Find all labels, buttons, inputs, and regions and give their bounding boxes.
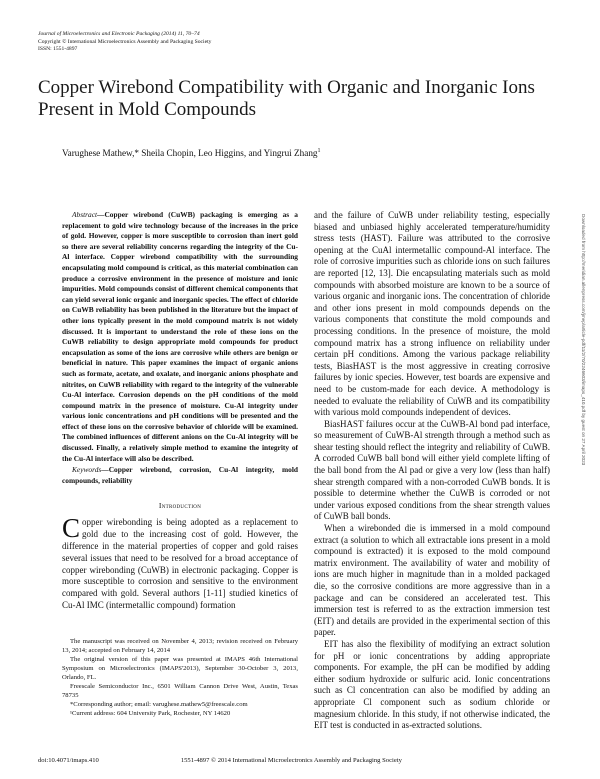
abstract: Abstract—Copper wirebond (CuWB) packaging is emerging as a replacement to gold wire technology because of the increases in the price of gold. However, copper is more susceptible to corrosion than inert gold so there are several reliability concerns regarding the integrity of the Cu-Al interface. Copper wirebond compatibility with the surrounding encapsulating mold compound is critical, as this material combination can produce a corrosive environment in the presence of moisture and ionic impurities. Mold compounds consist of different chemical components that can yield several ionic organic and inorganic species. The effect of chloride on CuWB reliability has been published in the literature but the impact of other ions typically present in the mold compound matrix is not widely discussed. It is important to understand the role of these ions on the CuWB reliability to design appropriate mold compounds for product encapsulation as some of the ions are corrosive while others are benign or beneficial in nature. This paper examines the impact of organic anions such as formate, acetate, and oxalate, and inorganic anions phosphate and nitrites, on CuWB reliability with regard to the integrity of the vulnerable Cu-Al interface. Corrosion depends on the pH conditions of the mold compound matrix in the presence of moisture. Cu-Al integrity under various ionic concentrations and pH conditions will be presented and the effect of these ions on the corrosive behavior of chloride will be examined. The combined influences of different anions on the Cu-Al integrity will be discussed. Finally, a relatively simple method to examine the integrity of the Cu-Al interface will also be described. bbox=[62, 210, 298, 463]
journal-header bbox=[38, 31, 211, 54]
right-column bbox=[314, 210, 550, 732]
paper-title: Copper Wirebond Compatibility with Organic and Inorganic Ions Present in Mold Compounds bbox=[38, 77, 535, 120]
body-paragraph: When a wirebonded die is immersed in a mold compound extract (a solution to which all extractable ions present in a mold compound is extracted) it is exposed to the mold compound matrix environment. The availability of water and mobility of ions are much higher in magnitude than in a molded packaged die, so the corrosive conditions are more aggressive than in a package and can be considered an accelerated test. This immersion test is referred to as the extraction immersion test (EIT) and details are provided in the experimental section of this paper. bbox=[314, 523, 550, 638]
body-paragraph: and the failure of CuWB under reliability testing, especially biased and unbiased highly accelerated temperature/humidity stress tests (HAST). Failure was attributed to the corrosive opening at the CuAl intermetallic compound-Al interface. The role of corrosive impurities such as chloride ions on such failures are reported [12, 13]. Die encapsulating materials such as mold compounds with absorbed moisture are known to be a source of various organic and inorganic ions. The concentration of chloride and other ions present in mold compounds depends on the various components that constitute the mold compounds and processing conditions. In the presence of moisture, the mold compound matrix has a strong influence on reliability under certain pH conditions. Among the various package reliability tests, BiasHAST is the most aggressive in creating corrosive failures by ionic species. However, test boards are expensive and need to be custom-made for each device. A methodology is needed to evaluate the reliability of CuWB and its compatibility with various mold compounds independent of devices. bbox=[314, 210, 550, 418]
keywords-text: Copper wirebond, corrosion, Cu-Al integrity, mold compounds, reliability bbox=[62, 465, 298, 485]
footnotes bbox=[62, 637, 298, 718]
copyright-line: Copyright © International Microelectronics Assembly and Packaging Society bbox=[38, 38, 212, 45]
left-column bbox=[62, 210, 298, 612]
footnote-corresponding-author: *Corresponding author; email: varughese.mathew5@freescale.com bbox=[70, 701, 248, 708]
journal-name: Journal of Microelectronics and Electronic Packaging (2014) 11, 70–74 bbox=[38, 31, 200, 37]
drop-cap: C bbox=[62, 513, 81, 544]
body-paragraph: BiasHAST failures occur at the CuWB-Al bond pad interface, so measurement of CuWB-Al strength through a method such as shear testing should reflect the integrity and reliability of CuWB. A corroded CuWB ball bond will either yield complete lifting of the ball bond from the Al pad or give a very low (less than half) shear strength compared with a non-corroded CuWB bonds. It is possible to determine whether the CuWB is corroded or not under various exposed conditions from the shear strength values of CuWB ball bonds. bbox=[314, 418, 550, 522]
keywords: Keywords—Copper wirebond, corrosion, Cu-Al integrity, mold compounds, reliability bbox=[62, 465, 298, 485]
download-watermark-text: Downloaded from http://meridian.allenpress.com/jmep/article-pdf/11/2/70/2246603/imaps_410.pdf by guest on 27 April 2023 bbox=[581, 214, 586, 466]
footnote-original-version: The original version of this paper was presented at IMAPS 46th International Symposium on Microelectronics (IMAPS'2013), September 30-October 3, 2013, Orlando, FL. bbox=[62, 656, 298, 681]
footnote-received: The manuscript was received on November 4, 2013; revision received on February 13, 2014; accepted on February 14, 2014 bbox=[62, 638, 298, 654]
section-heading-introduction: Introduction bbox=[158, 501, 202, 511]
body-paragraph: EIT has also the flexibility of modifying an extract solution for pH or ionic concentrations by adding appropriate components. For example, the pH can be modified by adding either sodium hydroxide or sulfuric acid. Ionic concentrations such as Cl concentration can also be modified by adding an appropriate Cl component such as sodium chloride or magnesium chloride. In this study, if not otherwise indicated, the EIT test is conducted in as-extracted solutions. bbox=[314, 638, 550, 731]
author-affiliation-mark: 1 bbox=[317, 148, 321, 154]
intro-text: opper wirebonding is being adopted as a replacement to gold due to the increasing cost of gold. However, the difference in the material properties of copper and gold raises several issues that need to be resolved for a broad acceptance of copper wirebonding (CuWB) in electronic packaging. Copper is more susceptible to corrosion and sensitive to the environment compared with gold. Several authors [1-11] studied kinetics of Cu-Al IMC (intermetallic compound) formation bbox=[62, 517, 298, 611]
footnote-current-address: ¹Current address: 604 University Park, Rochester, NY 14620 bbox=[70, 710, 231, 717]
footer-copyright: 1551-4897 © 2014 International Microelectronics Assembly and Packaging Society bbox=[180, 757, 402, 764]
issn-line: ISSN: 1551-4897 bbox=[38, 46, 78, 53]
author-names: Varughese Mathew,* Sheila Chopin, Leo Higgins, and Yingrui Zhang bbox=[62, 148, 318, 159]
abstract-label: Abstract bbox=[72, 210, 98, 219]
footnote-affiliation: Freescale Semiconductor Inc., 6501 William Cannon Drive West, Austin, Texas 78735 bbox=[62, 683, 298, 699]
page-footer bbox=[38, 757, 402, 764]
intro-paragraph bbox=[62, 513, 298, 611]
keywords-label: Keywords bbox=[72, 465, 102, 475]
doi-link[interactable]: doi:10.4071/imaps.410 bbox=[38, 757, 99, 764]
abstract-text: Copper wirebond (CuWB) packaging is emerging as a replacement to gold wire technology because of the increases in the price of gold. However, copper is more susceptible to corrosion than inert gold so there are several reliability concerns regarding the integrity of the Cu-Al interface. Copper wirebond compatibility with the surrounding encapsulating mold compound is critical, as this material combination can produce a corrosive environment in the presence of moisture and ionic impurities. Mold compounds consist of different chemical components that can yield several ionic organic and inorganic species. The effect of chloride on CuWB reliability has been published in the literature but the impact of other ions typically present in the mold compound matrix is not widely discussed. It is important to understand the role of these ions on the CuWB reliability to design appropriate mold compounds for product encapsulation as some of the ions are corrosive while others are benign or beneficial in nature. This paper examines the impact of organic anions such as formate, acetate, and oxalate, and inorganic anions phosphate and nitrites, on CuWB reliability with regard to the integrity of the vulnerable Cu-Al interface. Corrosion depends on the pH conditions of the mold compound matrix in the presence of moisture. Cu-Al integrity under various ionic concentrations and pH conditions will be presented and the effect of these ions on the corrosive behavior of chloride will be examined. The combined influences of different anions on the Cu-Al integrity will be discussed. Finally, a relatively simple method to examine the integrity of the Cu-Al interface will also be described. bbox=[62, 210, 298, 463]
author-list bbox=[62, 148, 321, 158]
download-watermark bbox=[578, 214, 586, 574]
